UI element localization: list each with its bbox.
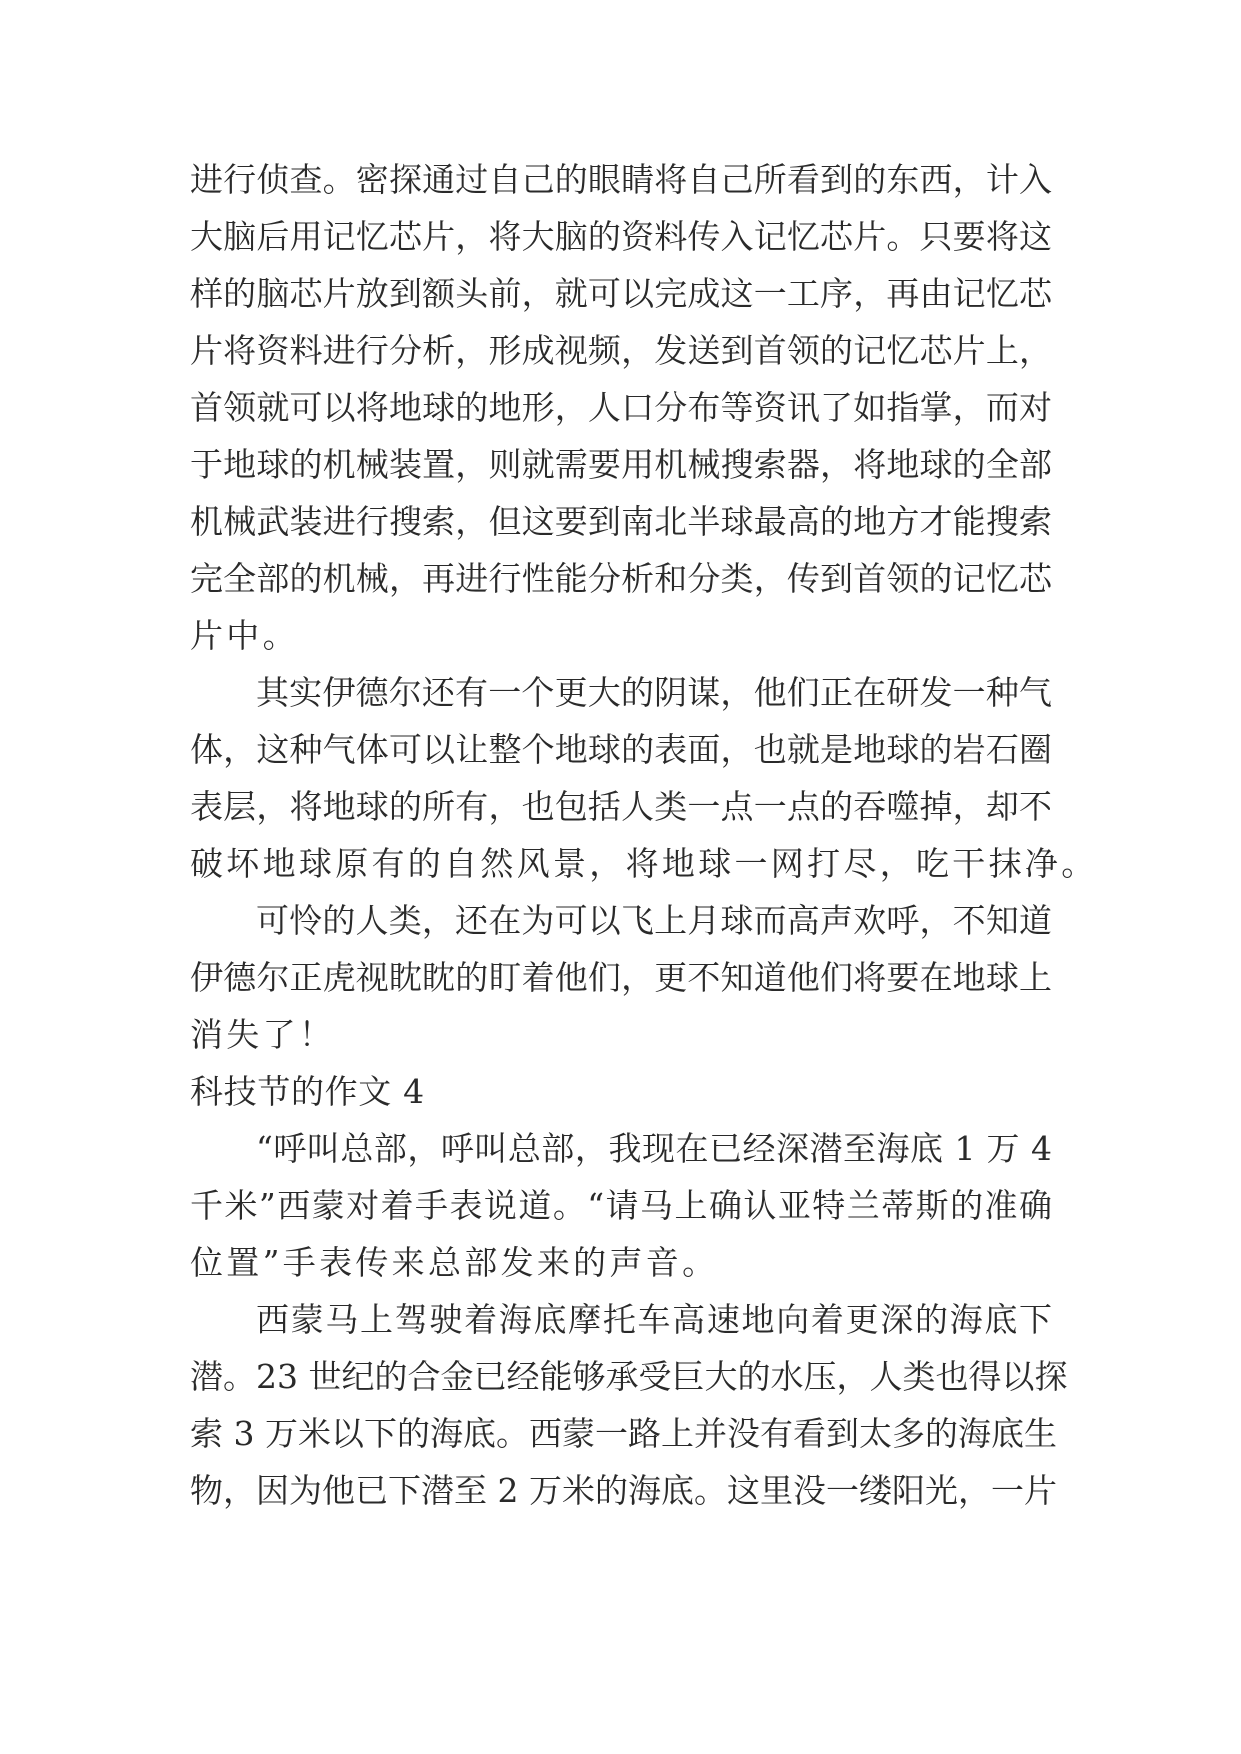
body-text-line: 物，因为他已下潜至 2 万米的海底。这里没一缕阳光，一片 [190,1471,1057,1510]
body-text-line: 千米”西蒙对着手表说道。“请马上确认亚特兰蒂斯的准确 [190,1186,1052,1225]
body-text-line: 体，这种气体可以让整个地球的表面，也就是地球的岩石圈 [190,730,1052,769]
body-text-line: 潜。23 世纪的合金已经能够承受巨大的水压，人类也得以探 [190,1357,1068,1396]
body-text-line: 消失了！ [190,1015,336,1054]
body-text-line: 完全部的机械，再进行性能分析和分类，传到首领的记忆芯 [190,559,1052,598]
body-text-line: 表层，将地球的所有，也包括人类一点一点的吞噬掉，却不 [190,787,1052,826]
body-text-line: 于地球的机械装置，则就需要用机械搜索器，将地球的全部 [190,445,1052,484]
body-text-line: 伊德尔正虎视眈眈的盯着他们，更不知道他们将要在地球上 [190,958,1052,997]
body-text-line: 片将资料进行分析，形成视频，发送到首领的记忆芯片上， [190,331,1052,370]
paragraph-first-line: “呼叫总部，呼叫总部，我现在已经深潜至海底 1 万 4 [256,1129,1052,1168]
paragraph-first-line: 西蒙马上驾驶着海底摩托车高速地向着更深的海底下 [256,1300,1052,1339]
body-text-line: 位置”手表传来总部发来的声音。 [190,1243,719,1282]
body-text-line: 索 3 万米以下的海底。西蒙一路上并没有看到太多的海底生 [190,1414,1057,1453]
body-text-line: 机械武装进行搜索，但这要到南北半球最高的地方才能搜索 [190,502,1052,541]
body-text-line: 进行侦查。密探通过自己的眼睛将自己所看到的东西，计入 [190,160,1052,199]
paragraph-first-line: 可怜的人类，还在为可以飞上月球而高声欢呼，不知道 [256,901,1052,940]
body-text-line: 大脑后用记忆芯片，将大脑的资料传入记忆芯片。只要将这 [190,217,1052,256]
section-heading: 科技节的作文 4 [190,1072,425,1111]
paragraph-first-line: 其实伊德尔还有一个更大的阴谋，他们正在研发一种气 [256,673,1052,712]
body-text-line: 片中。 [190,616,299,655]
body-text-line: 样的脑芯片放到额头前，就可以完成这一工序，再由记忆芯 [190,274,1052,313]
body-text-line: 破坏地球原有的自然风景，将地球一网打尽，吃干抹净。 [190,844,1098,883]
body-text-line: 首领就可以将地球的地形，人口分布等资讯了如指掌，而对 [190,388,1052,427]
